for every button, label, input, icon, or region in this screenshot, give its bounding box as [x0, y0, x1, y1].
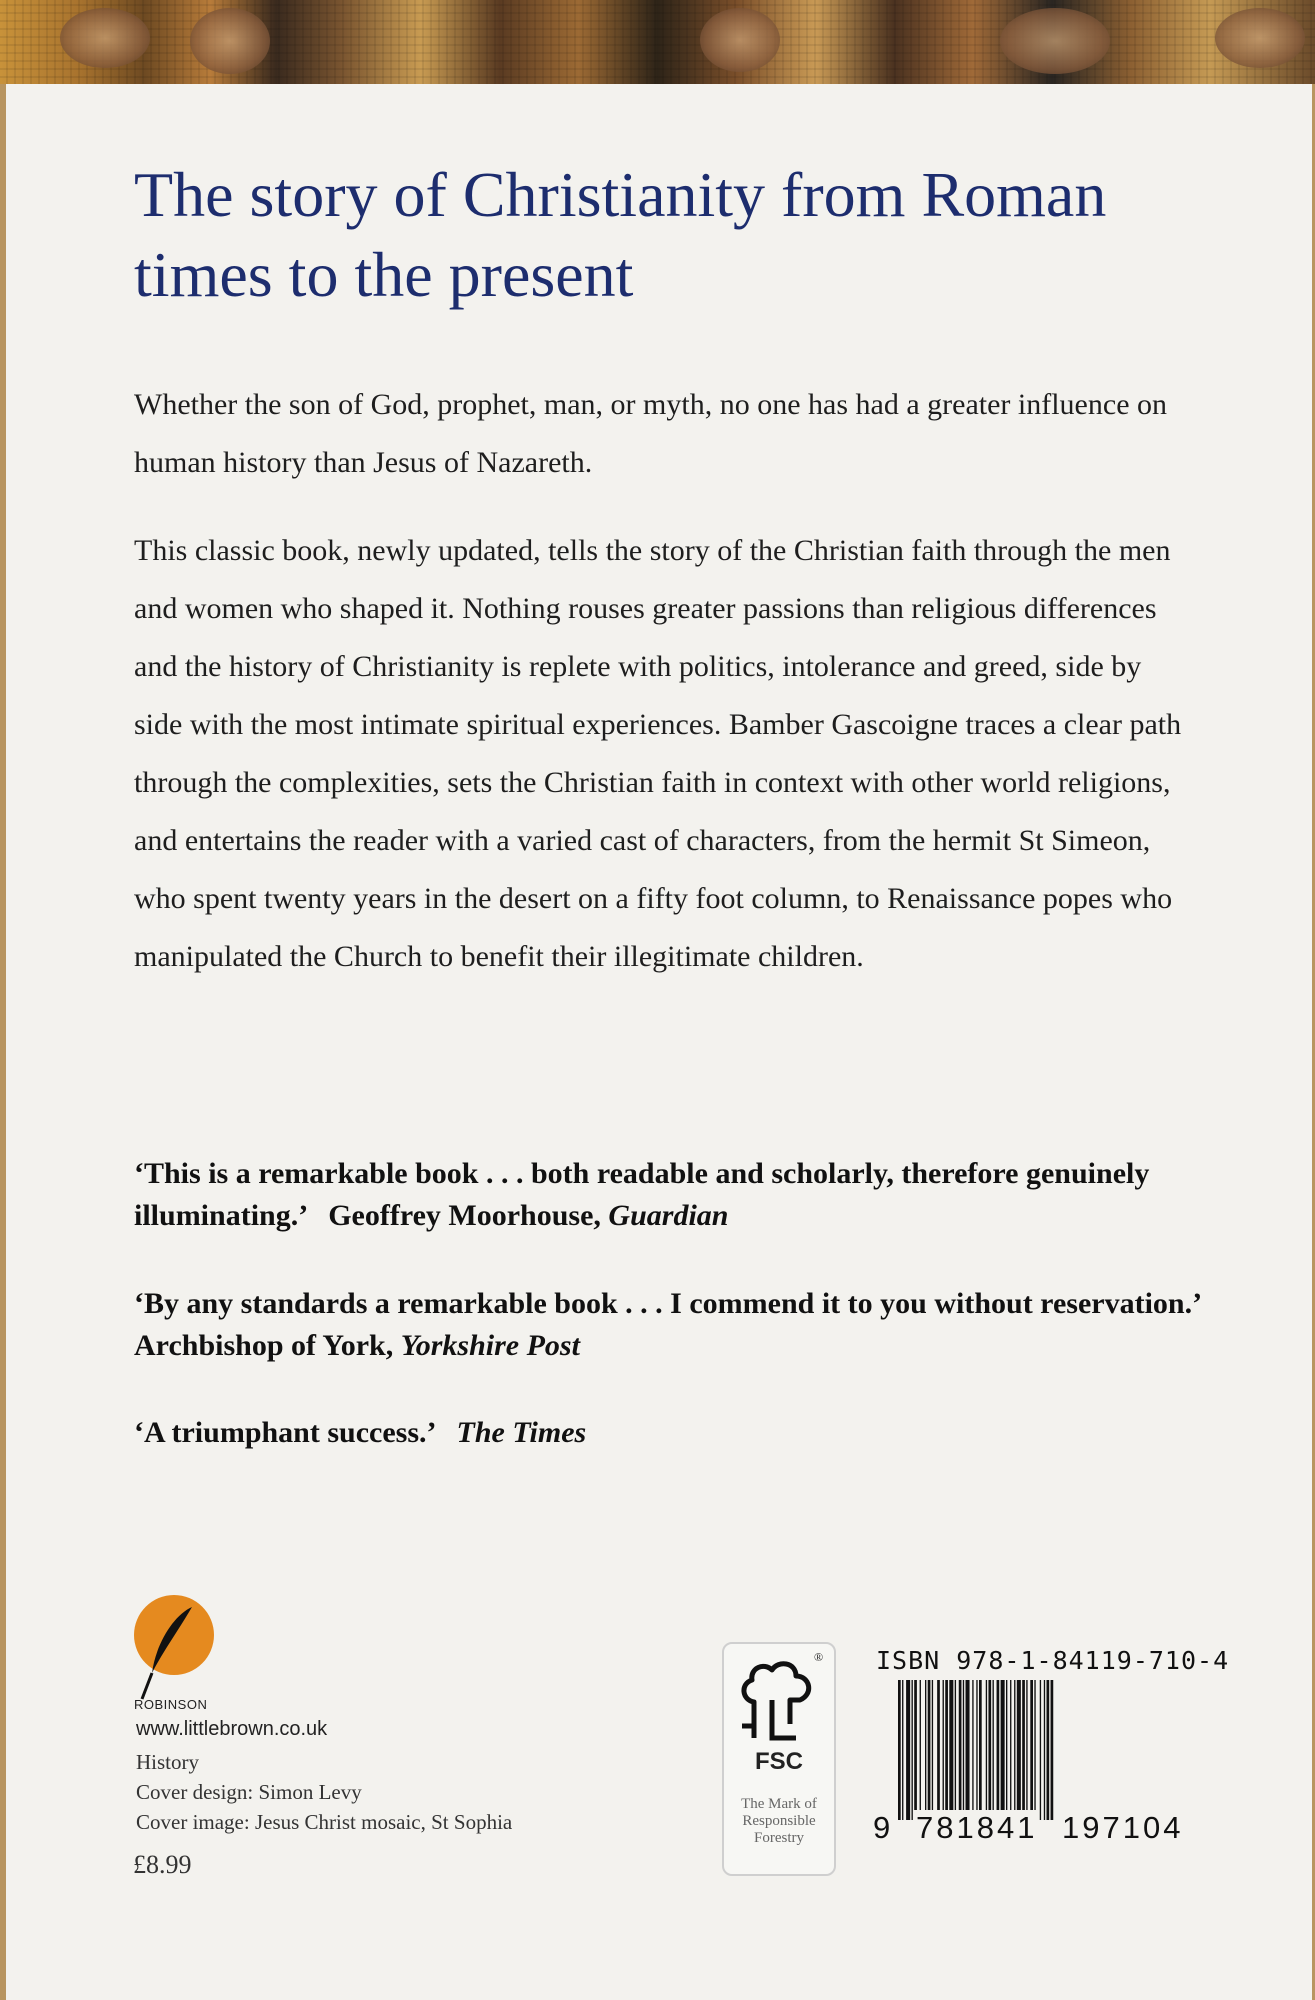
intro-paragraph: Whether the son of God, prophet, man, or myth, no one has had a greater influence on human history than Jesus of Nazareth. — [134, 388, 1168, 479]
registered-mark: ® — [814, 1650, 824, 1664]
barcode-bar — [1014, 1680, 1015, 1820]
barcode-bar — [986, 1680, 987, 1820]
fsc-mark-line: Forestry — [754, 1830, 804, 1846]
barcode-bar — [1030, 1680, 1033, 1820]
barcode-bar — [1026, 1680, 1027, 1820]
barcode-bar — [949, 1680, 953, 1820]
barcode-bar — [945, 1680, 948, 1820]
barcode-bar — [1001, 1680, 1005, 1820]
quill-icon — [134, 1595, 214, 1705]
barcode-bar — [937, 1680, 940, 1820]
description-paragraph: This classic book, newly updated, tells the story of the Christian faith through the men and women who shaped it. Nothing rouses greater passions than religious differences and the history of Christianity is replete with politics, intolerance and greed, side by side with the most intimate spiritual experiences. Bamber Gascoigne traces a clear path through the complexities, sets the Christian faith in context with other world religions, and entertains the reader with a varied cast of characters, from the hermit St Simeon, who spent twenty years in the desert on a fifty foot column, to Renaissance popes who manipulated the Church to benefit their illegitimate children. — [134, 534, 1182, 973]
barcode-bar — [902, 1680, 903, 1820]
barcode-digits-left: 781841 — [916, 1810, 1038, 1845]
quote-publication: The Times — [456, 1416, 587, 1449]
barcode-bar — [1010, 1680, 1011, 1820]
barcode-bar — [912, 1680, 913, 1820]
quote-author: Geoffrey Moorhouse, — [328, 1199, 601, 1232]
fsc-mark-line: The Mark of — [741, 1796, 817, 1812]
mosaic-face — [1215, 8, 1305, 68]
barcode-bar — [997, 1680, 1000, 1820]
mosaic-face — [60, 8, 150, 68]
price: £8.99 — [133, 1850, 192, 1879]
barcode-bar — [955, 1680, 956, 1820]
quote-text: ‘This is a remarkable book . . . both readable and scholarly, therefore genuinely illuminating.’ — [134, 1157, 1150, 1232]
publisher-url[interactable]: www.littlebrown.co.uk — [136, 1718, 328, 1740]
barcode — [898, 1680, 1206, 1820]
isbn-text: ISBN 978-1-84119-710-4 — [876, 1646, 1230, 1675]
barcode-bar — [928, 1680, 931, 1820]
headline: The story of Christianity from Roman times to the present — [134, 159, 1107, 310]
fsc-mark-line: Responsible — [742, 1813, 816, 1829]
barcode-bar — [1040, 1680, 1041, 1820]
mosaic-face — [1000, 8, 1110, 74]
barcode-bar — [906, 1680, 910, 1820]
quote-author: Archbishop of York, — [134, 1329, 394, 1362]
quote-text: ‘A triumphant success.’ — [134, 1416, 437, 1449]
mosaic-strip — [0, 0, 1315, 84]
review-quote — [134, 1283, 1224, 1367]
barcode-bar — [1044, 1680, 1045, 1820]
barcode-bar — [1017, 1680, 1021, 1820]
fsc-badge — [722, 1642, 836, 1876]
barcode-bar — [932, 1680, 933, 1820]
barcode-bar — [959, 1680, 962, 1820]
barcode-bar — [972, 1680, 973, 1820]
barcode-bar — [1006, 1680, 1007, 1820]
barcode-bar — [925, 1680, 926, 1820]
barcode-bar — [1022, 1680, 1025, 1820]
barcode-bar — [963, 1680, 964, 1820]
quote-text: ‘By any standards a remarkable book . . . I commend it to you without reservation.’ — [134, 1287, 1203, 1320]
quote-publication: Guardian — [608, 1199, 729, 1232]
barcode-bar — [966, 1680, 970, 1820]
mosaic-face — [190, 8, 270, 74]
barcode-bar — [993, 1680, 994, 1820]
barcode-bar — [943, 1680, 944, 1820]
barcode-digit-first: 9 — [873, 1810, 891, 1845]
barcode-bar — [1051, 1680, 1054, 1820]
barcode-digits-right: 197104 — [1062, 1810, 1184, 1845]
review-quote — [134, 1412, 1224, 1454]
mosaic-face — [700, 8, 780, 72]
cover-image-credit: Cover image: Jesus Christ mosaic, St Sophia — [136, 1810, 513, 1834]
cover-design-credit: Cover design: Simon Levy — [136, 1780, 362, 1804]
barcode-bar — [898, 1680, 901, 1820]
barcode-bar — [976, 1680, 977, 1820]
barcode-bar — [914, 1680, 917, 1820]
publisher-name: ROBINSON — [134, 1697, 208, 1712]
quote-publication: Yorkshire Post — [400, 1329, 580, 1362]
fsc-label: FSC — [755, 1748, 803, 1775]
fsc-mark-text — [724, 1796, 834, 1847]
barcode-bar — [988, 1680, 991, 1820]
barcode-bar — [979, 1680, 982, 1820]
review-quote — [134, 1153, 1224, 1237]
category: History — [136, 1750, 199, 1774]
barcode-bar — [920, 1680, 921, 1820]
fsc-tree-icon — [734, 1654, 824, 1744]
barcode-bar — [1047, 1680, 1050, 1820]
barcode-bar — [1034, 1680, 1035, 1820]
